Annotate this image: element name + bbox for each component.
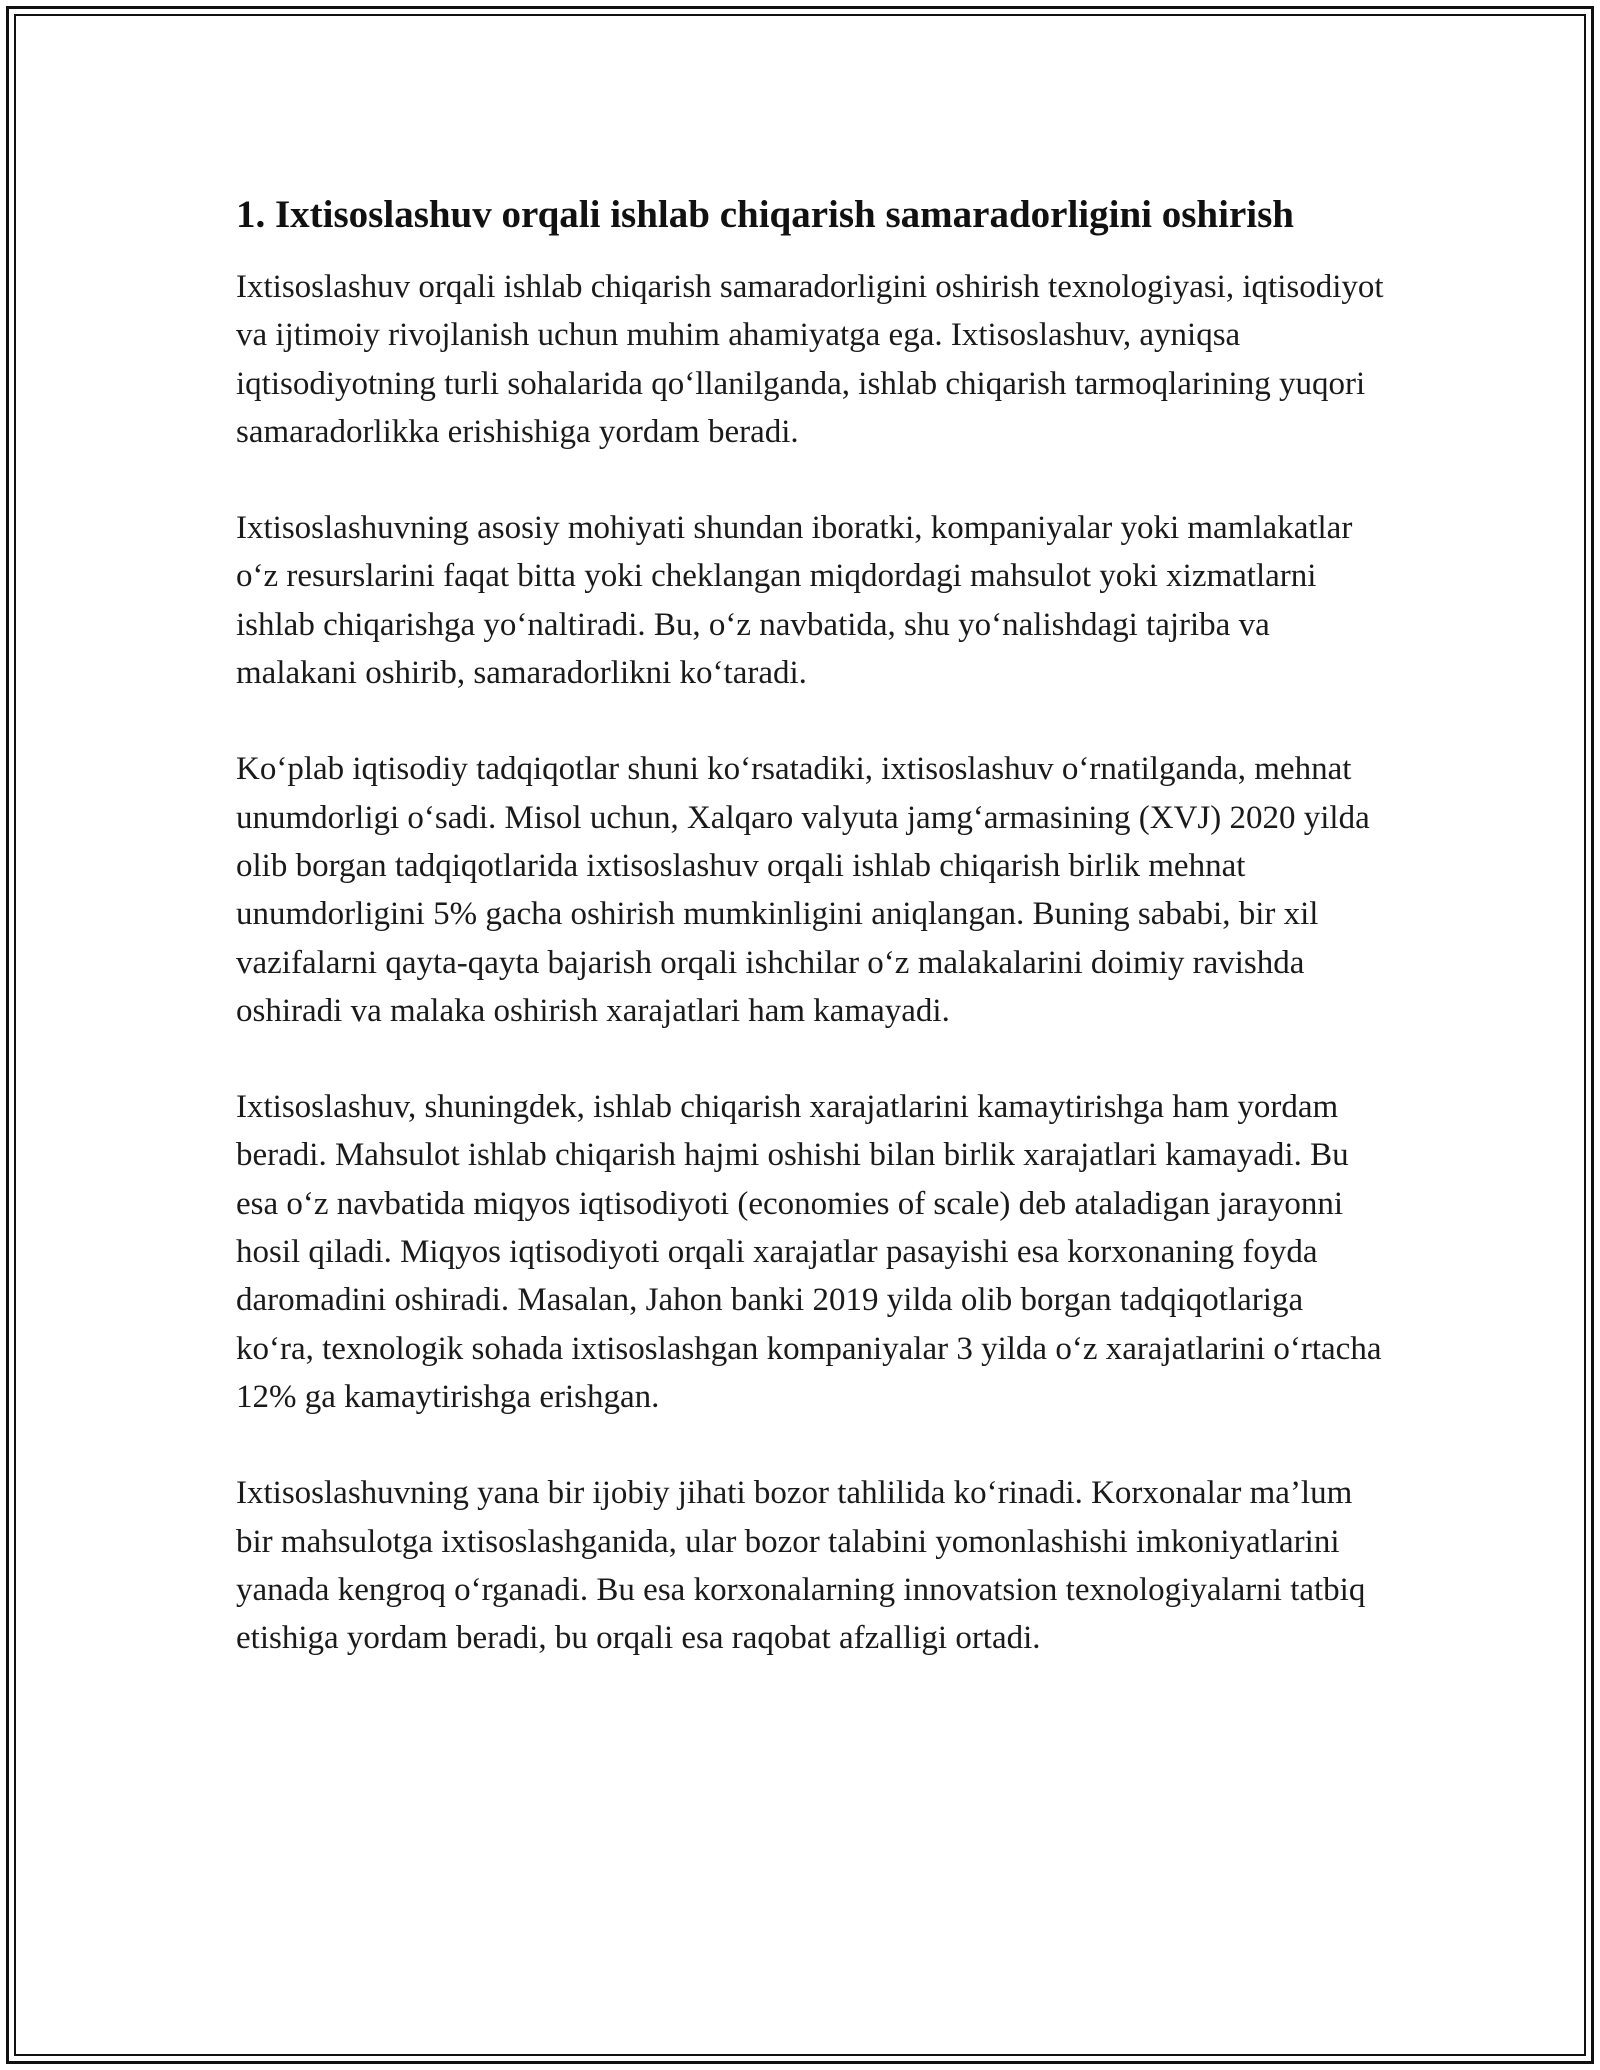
- paragraph-5: Ixtisoslashuvning yana bir ijobiy jihati bozor tahlilida ko‘rinadi. Korxonalar ma’lum bir mahsulotga ixtisoslashganida, ular bozor talabini yomonlashishi imkoniyatlarini yanada kengroq o‘rganadi. Bu esa korxonalarning innovatsion texnologiyalarni tatbiq etishiga yordam beradi, bu orqali esa raqobat afzalligi ortadi.: [236, 1475, 1366, 1657]
- paragraph-1: Ixtisoslashuv orqali ishlab chiqarish samaradorligini oshirish texnologiyasi, iqtisodiyot va ijtimoiy rivojlanish uchun muhim ahamiyatga ega. Ixtisoslashuv, ayniqsa iqtisodiyotning turli sohalarida qo‘llanilganda, ishlab chiqarish tarmoqlarining yuqori samaradorlikka erishishiga yordam beradi.: [236, 269, 1384, 450]
- section-heading: 1. Ixtisoslashuv orqali ishlab chiqarish samaradorligini oshirish: [236, 193, 1294, 236]
- document-body: [236, 188, 1386, 1662]
- paragraph-4: Ixtisoslashuv, shuningdek, ishlab chiqarish xarajatlarini kamaytirishga ham yordam beradi. Mahsulot ishlab chiqarish hajmi oshishi bilan birlik xarajatlari kamayadi. Bu esa o‘z navbatida miqyos iqtisodiyoti (economies of scale) deb ataladigan jarayonni hosil qiladi. Miqyos iqtisodiyoti orqali xarajatlar pasayishi esa korxonaning foyda daromadini oshiradi. Masalan, Jahon banki 2019 yilda olib borgan tadqiqotlariga ko‘ra, texnologik sohada ixtisoslashgan kompaniyalar 3 yilda o‘z xarajatlarini o‘rtacha 12% ga kamaytirishga erishgan.: [236, 1089, 1382, 1415]
- paragraph-3: Ko‘plab iqtisodiy tadqiqotlar shuni ko‘rsatadiki, ixtisoslashuv o‘rnatilganda, mehnat unumdorligi o‘sadi. Misol uchun, Xalqaro valyuta jamg‘armasining (XVJ) 2020 yilda olib borgan tadqiqotlarida ixtisoslashuv orqali ishlab chiqarish birlik mehnat unumdorligini 5% gacha oshirish mumkinligini aniqlangan. Buning sababi, bir xil vazifalarni qayta-qayta bajarish orqali ishchilar o‘z malakalarini doimiy ravishda oshiradi va malaka oshirish xarajatlari ham kamayadi.: [236, 751, 1370, 1029]
- paragraph-2: Ixtisoslashuvning asosiy mohiyati shundan iboratki, kompaniyalar yoki mamlakatlar o‘z resurslarini faqat bitta yoki cheklangan miqdordagi mahsulot yoki xizmatlarni ishlab chiqarishga yo‘naltiradi. Bu, o‘z navbatida, shu yo‘nalishdagi tajriba va malakani oshirib, samaradorlikni ko‘taradi.: [236, 510, 1353, 692]
